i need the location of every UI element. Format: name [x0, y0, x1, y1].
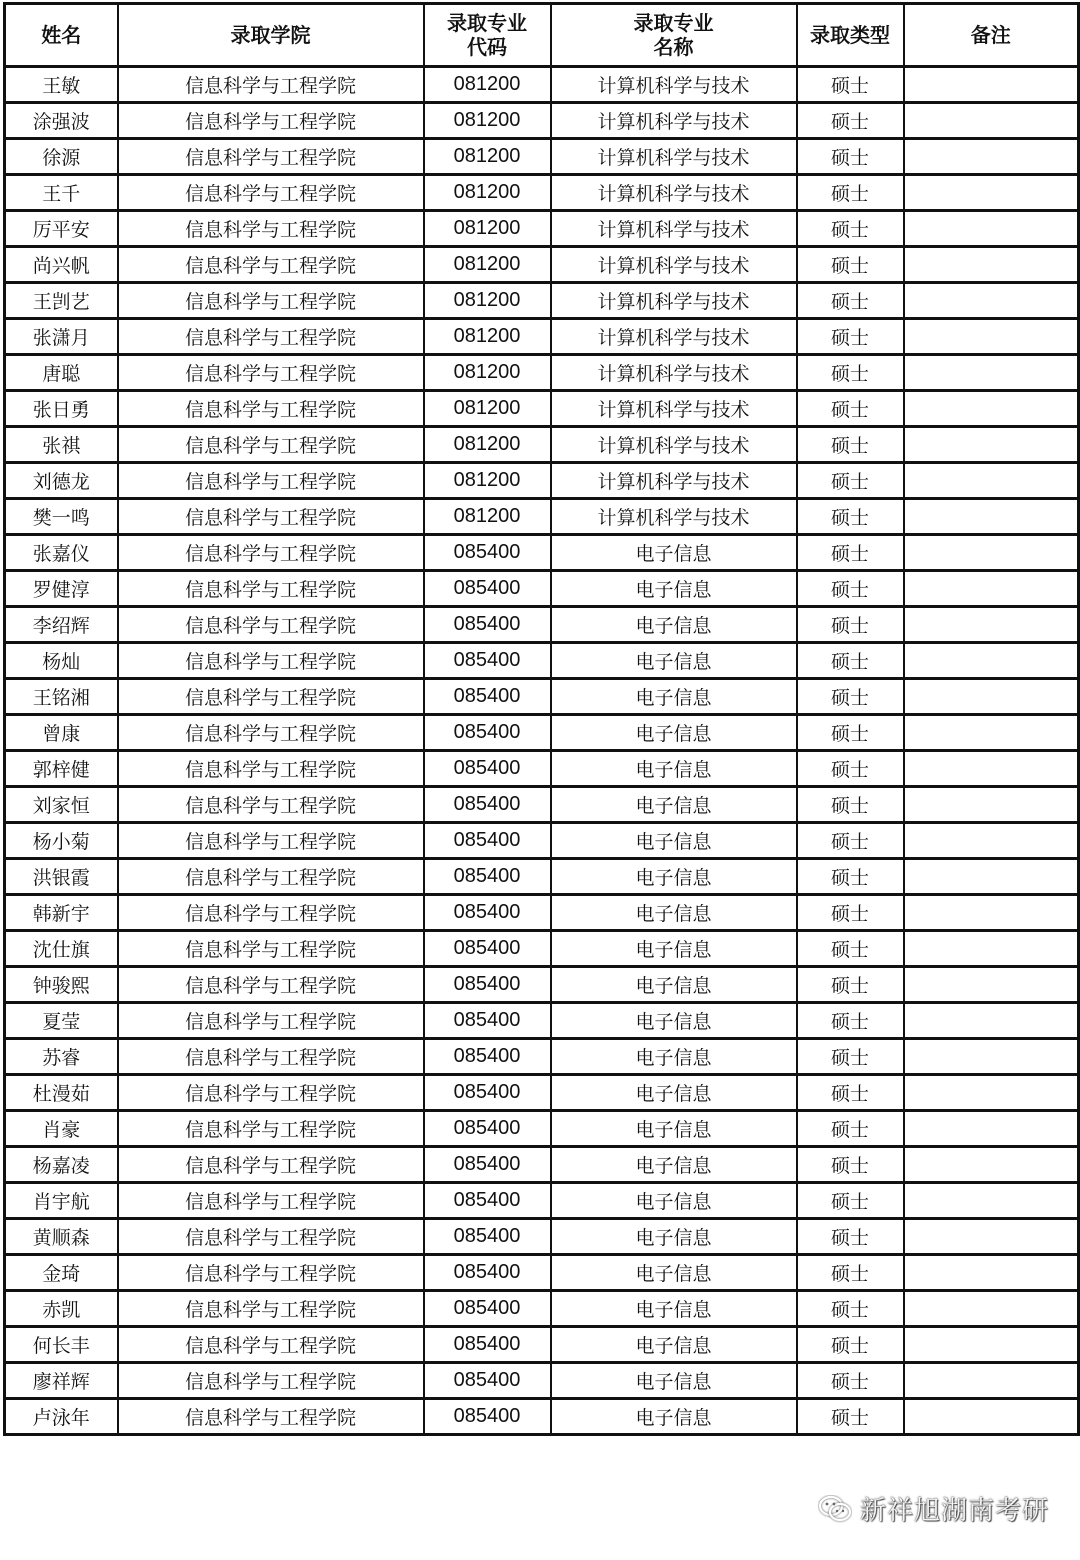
- cell-type: 硕士: [797, 715, 904, 751]
- cell-major-code: 085400: [424, 823, 551, 859]
- cell-major-name: 电子信息: [551, 1291, 797, 1327]
- cell-major-code: 085400: [424, 1327, 551, 1363]
- cell-name: 黄顺森: [5, 1219, 118, 1255]
- cell-remark: [904, 1111, 1079, 1147]
- cell-type: 硕士: [797, 643, 904, 679]
- cell-remark: [904, 1363, 1079, 1399]
- cell-major-code: 081200: [424, 319, 551, 355]
- cell-type: 硕士: [797, 751, 904, 787]
- cell-type: 硕士: [797, 499, 904, 535]
- cell-type: 硕士: [797, 283, 904, 319]
- cell-remark: [904, 355, 1079, 391]
- cell-college: 信息科学与工程学院: [118, 391, 424, 427]
- cell-remark: [904, 823, 1079, 859]
- cell-remark: [904, 1075, 1079, 1111]
- cell-major-name: 计算机科学与技术: [551, 355, 797, 391]
- cell-major-name: 电子信息: [551, 607, 797, 643]
- cell-name: 廖祥辉: [5, 1363, 118, 1399]
- cell-major-code: 081200: [424, 355, 551, 391]
- table-row: [5, 1183, 1079, 1219]
- cell-remark: [904, 1147, 1079, 1183]
- cell-major-code: 085400: [424, 751, 551, 787]
- cell-name: 唐聪: [5, 355, 118, 391]
- cell-major-code: 085400: [424, 535, 551, 571]
- cell-major-name: 计算机科学与技术: [551, 211, 797, 247]
- cell-remark: [904, 1255, 1079, 1291]
- cell-college: 信息科学与工程学院: [118, 499, 424, 535]
- cell-college: 信息科学与工程学院: [118, 787, 424, 823]
- cell-major-code: 085400: [424, 1219, 551, 1255]
- cell-major-code: 085400: [424, 1111, 551, 1147]
- cell-college: 信息科学与工程学院: [118, 715, 424, 751]
- cell-major-name: 计算机科学与技术: [551, 283, 797, 319]
- cell-major-name: 电子信息: [551, 1219, 797, 1255]
- table-row: [5, 679, 1079, 715]
- table-row: [5, 139, 1079, 175]
- cell-remark: [904, 679, 1079, 715]
- cell-remark: [904, 535, 1079, 571]
- cell-name: 张嘉仪: [5, 535, 118, 571]
- cell-name: 洪银霞: [5, 859, 118, 895]
- header-name: 姓名: [5, 4, 118, 67]
- cell-college: 信息科学与工程学院: [118, 859, 424, 895]
- cell-major-name: 电子信息: [551, 1255, 797, 1291]
- cell-major-code: 085400: [424, 571, 551, 607]
- table-row: [5, 67, 1079, 103]
- cell-major-code: 085400: [424, 1291, 551, 1327]
- cell-major-name: 计算机科学与技术: [551, 463, 797, 499]
- cell-remark: [904, 1219, 1079, 1255]
- cell-type: 硕士: [797, 1291, 904, 1327]
- cell-name: 樊一鸣: [5, 499, 118, 535]
- cell-type: 硕士: [797, 1183, 904, 1219]
- cell-major-name: 计算机科学与技术: [551, 391, 797, 427]
- cell-major-code: 085400: [424, 1039, 551, 1075]
- cell-major-name: 计算机科学与技术: [551, 427, 797, 463]
- cell-major-code: 085400: [424, 859, 551, 895]
- cell-major-code: 085400: [424, 1255, 551, 1291]
- cell-major-code: 085400: [424, 931, 551, 967]
- cell-name: 杜漫茹: [5, 1075, 118, 1111]
- cell-name: 王剀艺: [5, 283, 118, 319]
- cell-major-code: 085400: [424, 643, 551, 679]
- table-row: [5, 1039, 1079, 1075]
- cell-name: 赤凯: [5, 1291, 118, 1327]
- table-row: [5, 643, 1079, 679]
- table-row: [5, 535, 1079, 571]
- cell-college: 信息科学与工程学院: [118, 1075, 424, 1111]
- admission-table: [3, 2, 1080, 1436]
- cell-remark: [904, 1291, 1079, 1327]
- cell-remark: [904, 967, 1079, 1003]
- table-row: [5, 247, 1079, 283]
- cell-college: 信息科学与工程学院: [118, 1363, 424, 1399]
- table-row: [5, 1255, 1079, 1291]
- cell-major-code: 081200: [424, 499, 551, 535]
- cell-major-name: 计算机科学与技术: [551, 67, 797, 103]
- cell-college: 信息科学与工程学院: [118, 967, 424, 1003]
- cell-major-code: 085400: [424, 895, 551, 931]
- header-remark: 备注: [904, 4, 1079, 67]
- header-college: 录取学院: [118, 4, 424, 67]
- cell-major-name: 电子信息: [551, 1003, 797, 1039]
- cell-type: 硕士: [797, 967, 904, 1003]
- cell-type: 硕士: [797, 1219, 904, 1255]
- cell-type: 硕士: [797, 1363, 904, 1399]
- cell-college: 信息科学与工程学院: [118, 1327, 424, 1363]
- cell-remark: [904, 211, 1079, 247]
- table-row: [5, 1075, 1079, 1111]
- cell-major-code: 085400: [424, 715, 551, 751]
- cell-name: 张日勇: [5, 391, 118, 427]
- cell-college: 信息科学与工程学院: [118, 679, 424, 715]
- cell-remark: [904, 571, 1079, 607]
- cell-major-code: 085400: [424, 679, 551, 715]
- cell-type: 硕士: [797, 859, 904, 895]
- cell-major-name: 电子信息: [551, 1327, 797, 1363]
- table-row: [5, 391, 1079, 427]
- cell-type: 硕士: [797, 607, 904, 643]
- cell-major-name: 电子信息: [551, 1039, 797, 1075]
- cell-name: 王敏: [5, 67, 118, 103]
- cell-name: 李绍辉: [5, 607, 118, 643]
- header-row: [5, 4, 1079, 67]
- cell-name: 张潇月: [5, 319, 118, 355]
- cell-major-name: 计算机科学与技术: [551, 175, 797, 211]
- cell-college: 信息科学与工程学院: [118, 607, 424, 643]
- cell-major-name: 电子信息: [551, 1183, 797, 1219]
- cell-remark: [904, 751, 1079, 787]
- cell-remark: [904, 643, 1079, 679]
- cell-type: 硕士: [797, 247, 904, 283]
- table-row: [5, 1111, 1079, 1147]
- cell-remark: [904, 1399, 1079, 1435]
- cell-name: 曾康: [5, 715, 118, 751]
- cell-college: 信息科学与工程学院: [118, 1111, 424, 1147]
- cell-remark: [904, 67, 1079, 103]
- table-row: [5, 355, 1079, 391]
- cell-major-code: 085400: [424, 1075, 551, 1111]
- cell-college: 信息科学与工程学院: [118, 535, 424, 571]
- cell-college: 信息科学与工程学院: [118, 247, 424, 283]
- cell-college: 信息科学与工程学院: [118, 823, 424, 859]
- cell-name: 王铭湘: [5, 679, 118, 715]
- table-row: [5, 1147, 1079, 1183]
- cell-remark: [904, 283, 1079, 319]
- cell-major-name: 电子信息: [551, 1363, 797, 1399]
- cell-name: 杨嘉凌: [5, 1147, 118, 1183]
- cell-remark: [904, 715, 1079, 751]
- cell-college: 信息科学与工程学院: [118, 175, 424, 211]
- cell-name: 刘家恒: [5, 787, 118, 823]
- cell-college: 信息科学与工程学院: [118, 1399, 424, 1435]
- cell-major-code: 081200: [424, 139, 551, 175]
- table-row: [5, 571, 1079, 607]
- cell-remark: [904, 859, 1079, 895]
- cell-major-name: 电子信息: [551, 787, 797, 823]
- table-row: [5, 175, 1079, 211]
- cell-college: 信息科学与工程学院: [118, 103, 424, 139]
- cell-type: 硕士: [797, 427, 904, 463]
- cell-major-name: 计算机科学与技术: [551, 103, 797, 139]
- cell-type: 硕士: [797, 823, 904, 859]
- cell-name: 杨灿: [5, 643, 118, 679]
- header-major-name: 录取专业 名称: [551, 4, 797, 67]
- cell-college: 信息科学与工程学院: [118, 1003, 424, 1039]
- cell-type: 硕士: [797, 175, 904, 211]
- cell-name: 刘德龙: [5, 463, 118, 499]
- cell-type: 硕士: [797, 391, 904, 427]
- cell-major-name: 电子信息: [551, 535, 797, 571]
- cell-major-name: 电子信息: [551, 751, 797, 787]
- cell-remark: [904, 427, 1079, 463]
- cell-remark: [904, 463, 1079, 499]
- table-row: [5, 931, 1079, 967]
- table-row: [5, 823, 1079, 859]
- table-row: [5, 1003, 1079, 1039]
- cell-type: 硕士: [797, 103, 904, 139]
- cell-college: 信息科学与工程学院: [118, 1255, 424, 1291]
- header-major-code: 录取专业 代码: [424, 4, 551, 67]
- cell-major-name: 电子信息: [551, 1111, 797, 1147]
- wechat-icon: [818, 1495, 852, 1523]
- cell-type: 硕士: [797, 895, 904, 931]
- cell-type: 硕士: [797, 1003, 904, 1039]
- cell-type: 硕士: [797, 211, 904, 247]
- cell-college: 信息科学与工程学院: [118, 931, 424, 967]
- cell-type: 硕士: [797, 355, 904, 391]
- cell-college: 信息科学与工程学院: [118, 427, 424, 463]
- table-row: [5, 463, 1079, 499]
- cell-major-name: 电子信息: [551, 1399, 797, 1435]
- cell-remark: [904, 499, 1079, 535]
- cell-name: 何长丰: [5, 1327, 118, 1363]
- watermark: [818, 1490, 1049, 1527]
- cell-remark: [904, 319, 1079, 355]
- cell-type: 硕士: [797, 319, 904, 355]
- cell-name: 罗健淳: [5, 571, 118, 607]
- cell-type: 硕士: [797, 1111, 904, 1147]
- cell-type: 硕士: [797, 463, 904, 499]
- cell-name: 杨小菊: [5, 823, 118, 859]
- table-row: [5, 751, 1079, 787]
- cell-major-code: 081200: [424, 283, 551, 319]
- watermark-text: 新祥旭湖南考研: [860, 1496, 1050, 1526]
- table-row: [5, 715, 1079, 751]
- cell-major-code: 081200: [424, 103, 551, 139]
- table-row: [5, 211, 1079, 247]
- table-row: [5, 1219, 1079, 1255]
- cell-college: 信息科学与工程学院: [118, 1291, 424, 1327]
- cell-remark: [904, 787, 1079, 823]
- cell-remark: [904, 931, 1079, 967]
- cell-major-code: 081200: [424, 463, 551, 499]
- cell-major-code: 081200: [424, 67, 551, 103]
- cell-major-name: 计算机科学与技术: [551, 319, 797, 355]
- cell-major-code: 085400: [424, 1363, 551, 1399]
- cell-name: 苏睿: [5, 1039, 118, 1075]
- cell-major-name: 电子信息: [551, 679, 797, 715]
- cell-major-name: 电子信息: [551, 931, 797, 967]
- table-body: [5, 67, 1079, 1435]
- cell-name: 韩新宇: [5, 895, 118, 931]
- cell-college: 信息科学与工程学院: [118, 751, 424, 787]
- cell-college: 信息科学与工程学院: [118, 1219, 424, 1255]
- cell-college: 信息科学与工程学院: [118, 67, 424, 103]
- table-row: [5, 787, 1079, 823]
- cell-type: 硕士: [797, 1399, 904, 1435]
- cell-major-name: 计算机科学与技术: [551, 499, 797, 535]
- cell-remark: [904, 139, 1079, 175]
- cell-remark: [904, 1327, 1079, 1363]
- cell-major-code: 085400: [424, 1399, 551, 1435]
- cell-major-code: 081200: [424, 427, 551, 463]
- cell-name: 王千: [5, 175, 118, 211]
- cell-type: 硕士: [797, 1327, 904, 1363]
- cell-remark: [904, 895, 1079, 931]
- cell-college: 信息科学与工程学院: [118, 1183, 424, 1219]
- cell-major-code: 085400: [424, 787, 551, 823]
- cell-major-code: 081200: [424, 211, 551, 247]
- cell-major-code: 081200: [424, 175, 551, 211]
- header-type: 录取类型: [797, 4, 904, 67]
- table-row: [5, 1399, 1079, 1435]
- table-row: [5, 427, 1079, 463]
- cell-name: 沈仕旗: [5, 931, 118, 967]
- table-row: [5, 1291, 1079, 1327]
- cell-major-name: 电子信息: [551, 859, 797, 895]
- cell-college: 信息科学与工程学院: [118, 1147, 424, 1183]
- cell-college: 信息科学与工程学院: [118, 211, 424, 247]
- cell-remark: [904, 175, 1079, 211]
- cell-major-name: 电子信息: [551, 895, 797, 931]
- cell-remark: [904, 391, 1079, 427]
- cell-college: 信息科学与工程学院: [118, 283, 424, 319]
- cell-remark: [904, 607, 1079, 643]
- cell-type: 硕士: [797, 1255, 904, 1291]
- table-row: [5, 1363, 1079, 1399]
- cell-name: 肖豪: [5, 1111, 118, 1147]
- cell-name: 涂强波: [5, 103, 118, 139]
- cell-major-name: 电子信息: [551, 643, 797, 679]
- cell-major-code: 085400: [424, 1183, 551, 1219]
- cell-remark: [904, 103, 1079, 139]
- cell-name: 郭梓健: [5, 751, 118, 787]
- cell-remark: [904, 1003, 1079, 1039]
- table-row: [5, 895, 1079, 931]
- cell-major-name: 电子信息: [551, 823, 797, 859]
- cell-name: 徐源: [5, 139, 118, 175]
- cell-major-name: 计算机科学与技术: [551, 247, 797, 283]
- cell-name: 厉平安: [5, 211, 118, 247]
- cell-college: 信息科学与工程学院: [118, 895, 424, 931]
- cell-remark: [904, 247, 1079, 283]
- cell-remark: [904, 1183, 1079, 1219]
- cell-major-name: 电子信息: [551, 1147, 797, 1183]
- table-row: [5, 499, 1079, 535]
- cell-type: 硕士: [797, 571, 904, 607]
- cell-college: 信息科学与工程学院: [118, 355, 424, 391]
- cell-name: 金琦: [5, 1255, 118, 1291]
- cell-type: 硕士: [797, 139, 904, 175]
- cell-name: 肖宇航: [5, 1183, 118, 1219]
- cell-college: 信息科学与工程学院: [118, 139, 424, 175]
- table-row: [5, 607, 1079, 643]
- cell-type: 硕士: [797, 1075, 904, 1111]
- cell-type: 硕士: [797, 1147, 904, 1183]
- cell-type: 硕士: [797, 535, 904, 571]
- cell-remark: [904, 1039, 1079, 1075]
- cell-type: 硕士: [797, 67, 904, 103]
- cell-major-code: 085400: [424, 967, 551, 1003]
- cell-name: 张祺: [5, 427, 118, 463]
- cell-major-code: 085400: [424, 1003, 551, 1039]
- cell-college: 信息科学与工程学院: [118, 571, 424, 607]
- cell-major-code: 081200: [424, 247, 551, 283]
- cell-name: 尚兴帆: [5, 247, 118, 283]
- cell-college: 信息科学与工程学院: [118, 643, 424, 679]
- cell-major-code: 085400: [424, 607, 551, 643]
- table-row: [5, 967, 1079, 1003]
- cell-major-name: 电子信息: [551, 967, 797, 1003]
- cell-major-name: 电子信息: [551, 571, 797, 607]
- table-row: [5, 859, 1079, 895]
- cell-college: 信息科学与工程学院: [118, 1039, 424, 1075]
- cell-major-name: 电子信息: [551, 715, 797, 751]
- cell-name: 卢泳年: [5, 1399, 118, 1435]
- cell-college: 信息科学与工程学院: [118, 319, 424, 355]
- cell-name: 夏莹: [5, 1003, 118, 1039]
- cell-type: 硕士: [797, 1039, 904, 1075]
- cell-major-code: 081200: [424, 391, 551, 427]
- table-row: [5, 1327, 1079, 1363]
- table-row: [5, 319, 1079, 355]
- cell-major-name: 电子信息: [551, 1075, 797, 1111]
- cell-type: 硕士: [797, 787, 904, 823]
- cell-major-name: 计算机科学与技术: [551, 139, 797, 175]
- cell-type: 硕士: [797, 679, 904, 715]
- cell-type: 硕士: [797, 931, 904, 967]
- cell-college: 信息科学与工程学院: [118, 463, 424, 499]
- cell-name: 钟骏熙: [5, 967, 118, 1003]
- cell-major-code: 085400: [424, 1147, 551, 1183]
- table-row: [5, 283, 1079, 319]
- table-row: [5, 103, 1079, 139]
